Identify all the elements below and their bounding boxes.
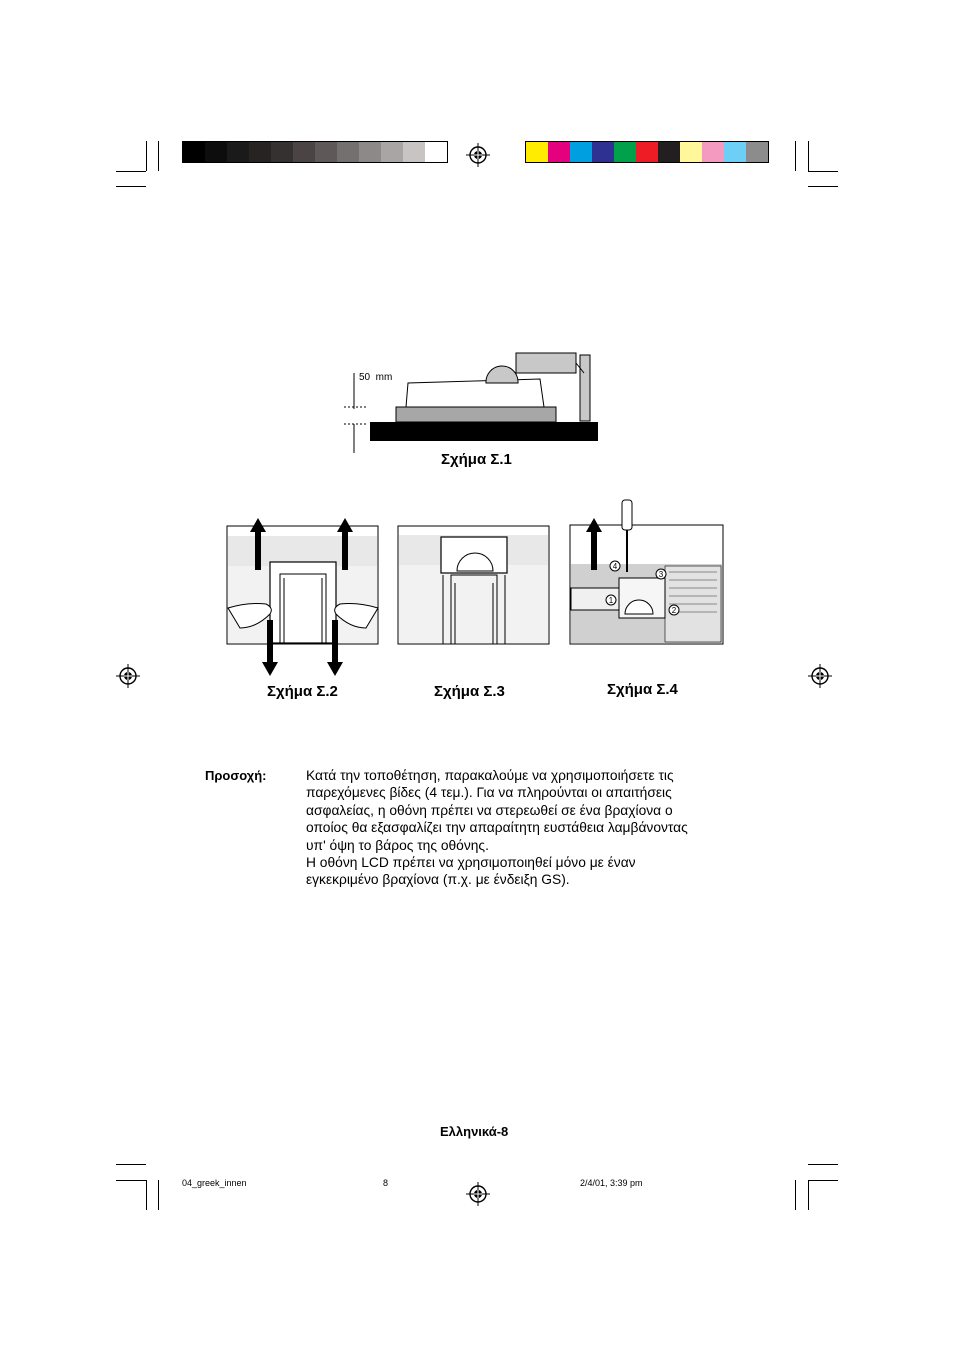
color-swatch <box>526 142 548 162</box>
color-swatch <box>724 142 746 162</box>
registration-mark-icon <box>808 664 832 688</box>
callout-2: 2 <box>671 606 677 615</box>
color-swatch <box>403 142 425 162</box>
color-swatch <box>636 142 658 162</box>
color-swatch <box>614 142 636 162</box>
figure-4-caption: Σχήμα Σ.4 <box>607 681 678 698</box>
figure-1 <box>340 345 605 455</box>
cmyk-color-bar <box>525 141 769 163</box>
color-swatch <box>570 142 592 162</box>
color-swatch <box>271 142 293 162</box>
monitor-side-view-illustration <box>340 345 605 455</box>
figure-2 <box>226 516 380 678</box>
figure-2-caption: Σχήμα Σ.2 <box>267 683 338 700</box>
gray-color-bar <box>182 141 448 163</box>
caution-line: ασφαλείας, η οθόνη πρέπει να στερεωθεί σε ένα βραχίονα ο <box>306 802 673 818</box>
color-swatch <box>381 142 403 162</box>
dimension-label: 50 mm <box>359 372 393 383</box>
color-swatch <box>227 142 249 162</box>
caution-line: οποίος θα εξασφαλίζει την απαραίτητη ευστάθεια λαμβάνοντας <box>306 820 688 836</box>
figure-1-caption: Σχήμα Σ.1 <box>441 451 512 468</box>
color-swatch <box>249 142 271 162</box>
figure-3-caption: Σχήμα Σ.3 <box>434 683 505 700</box>
callout-4: 4 <box>612 562 618 571</box>
caution-line: Η οθόνη LCD πρέπει να χρησιμοποιηθεί μόνο με έναν <box>306 855 636 871</box>
page-label: Ελληνικά-8 <box>440 1124 509 1139</box>
figure-3 <box>397 525 551 647</box>
color-swatch <box>337 142 359 162</box>
caution-text <box>306 767 766 889</box>
color-swatch <box>315 142 337 162</box>
caution-line: εγκεκριμένο βραχίονα (π.χ. με ένδειξη GS). <box>306 872 570 888</box>
color-swatch <box>183 142 205 162</box>
caution-line: Κατά την τοποθέτηση, παρακαλούμε να χρησιμοποιήσετε τις <box>306 768 674 783</box>
registration-mark-icon <box>466 143 490 167</box>
footer-page: 8 <box>383 1178 389 1188</box>
color-swatch <box>205 142 227 162</box>
caution-line: υπ' όψη το βάρος της οθόνης. <box>306 837 489 853</box>
color-swatch <box>359 142 381 162</box>
figure-4 <box>569 496 727 648</box>
registration-mark-icon <box>466 1182 490 1206</box>
color-swatch <box>592 142 614 162</box>
footer-filename: 04_greek_innen <box>182 1178 247 1188</box>
color-swatch <box>658 142 680 162</box>
caution-line: παρεχόμενες βίδες (4 τεμ.). Για να πληρούνται οι απαιτήσεις <box>306 785 672 801</box>
color-swatch <box>680 142 702 162</box>
color-swatch <box>548 142 570 162</box>
footer-timestamp: 2/4/01, 3:39 pm <box>580 1178 643 1188</box>
caution-label: Προσοχή: <box>205 768 267 783</box>
color-swatch <box>746 142 768 162</box>
callout-3: 3 <box>658 570 664 579</box>
registration-mark-icon <box>116 664 140 688</box>
callout-1: 1 <box>608 596 614 605</box>
color-swatch <box>702 142 724 162</box>
color-swatch <box>425 142 447 162</box>
color-swatch <box>293 142 315 162</box>
